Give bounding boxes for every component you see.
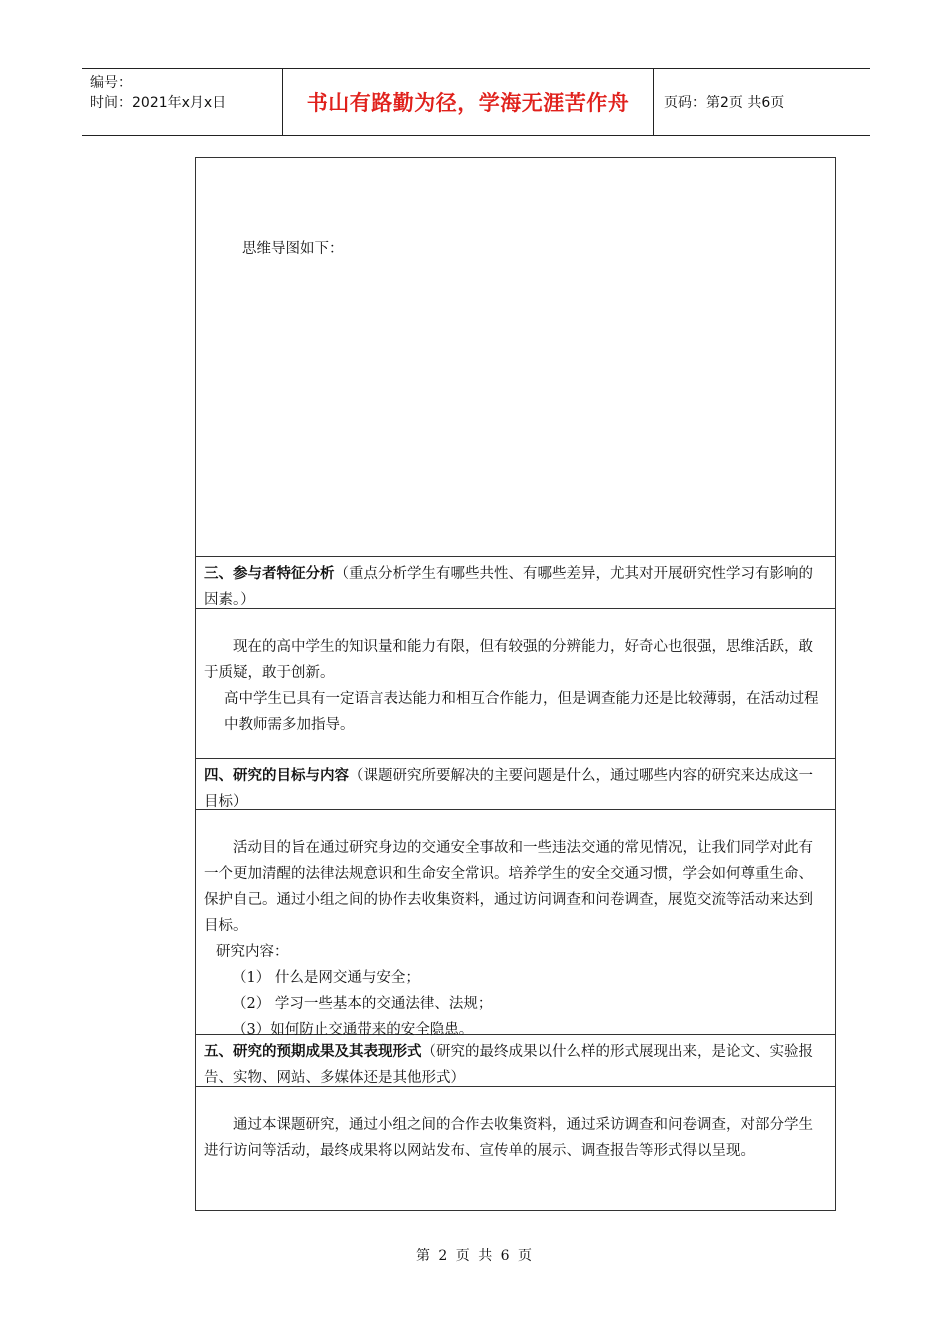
section-4-item: （2） 学习一些基本的交通法律、法规； xyxy=(232,996,493,1012)
page-header xyxy=(82,68,870,136)
section-5-title: 五、研究的预期成果及其表现形式 xyxy=(204,1043,422,1060)
section-4-item: （1） 什么是网交通与安全； xyxy=(232,970,420,986)
section-4-heading xyxy=(196,759,835,810)
page-footer: 第 2 页 共 6 页 xyxy=(415,1248,535,1264)
section-4-title: 四、研究的目标与内容 xyxy=(204,767,349,784)
section-4-paragraph-1: 活动目的旨在通过研究身边的交通安全事故和一些违法交通的常见情况，让我们同学对此有一个更加清醒的法律法规意识和生命安全常识。培养学生的安全交通习惯，学会如何尊重生命、保护自己。通过小组之间的协作去收集资料，通过访问调查和问卷调查，展览交流等活动来达到目标。 xyxy=(204,840,813,934)
section-5-heading xyxy=(196,1035,835,1087)
section-5-paragraph-1: 通过本课题研究，通过小组之间的合作去收集资料，通过采访调查和问卷调查，对部分学生进行访问等活动，最终成果将以网站发布、宣传单的展示、调查报告等形式得以呈现。 xyxy=(204,1117,813,1159)
section-4-content-label: 研究内容： xyxy=(216,944,289,960)
mindmap-intro: 思维导图如下： xyxy=(242,241,344,257)
header-time: 时间：2021年x月x日 xyxy=(90,95,227,111)
section-3-title: 三、参与者特征分析 xyxy=(204,565,335,582)
header-page-number: 页码：第2页 共6页 xyxy=(664,95,785,111)
section-3-paragraph-1: 现在的高中学生的知识量和能力有限，但有较强的分辨能力，好奇心也很强，思维活跃，敢于质疑，敢于创新。 xyxy=(204,639,813,681)
mindmap-cell xyxy=(196,158,835,557)
section-4-item: （3）如何防止交通带来的安全隐患。 xyxy=(232,1022,474,1038)
section-4-body xyxy=(196,810,835,1038)
research-form-table xyxy=(195,157,836,1211)
section-5-hint: （研究的最终成果以什么样的形式展现出来，是论文、实验报告、实物、网站、多媒体还是其他形式） xyxy=(204,1044,813,1086)
section-3-heading xyxy=(196,557,835,609)
header-number: 编号： xyxy=(90,75,132,91)
header-motto: 书山有路勤为径，学海无涯苦作舟 xyxy=(282,69,654,135)
section-3-paragraph-2: 高中学生已具有一定语言表达能力和相互合作能力，但是调查能力还是比较薄弱，在活动过程中教师需多加指导。 xyxy=(224,691,819,733)
header-meta xyxy=(82,69,282,135)
section-4-hint: （课题研究所要解决的主要问题是什么，通过哪些内容的研究来达成这一目标） xyxy=(204,768,813,810)
section-3-hint: （重点分析学生有哪些共性、有哪些差异，尤其对开展研究性学习有影响的因素。） xyxy=(204,566,813,608)
section-3-body xyxy=(196,609,835,759)
section-5-body xyxy=(196,1087,835,1210)
